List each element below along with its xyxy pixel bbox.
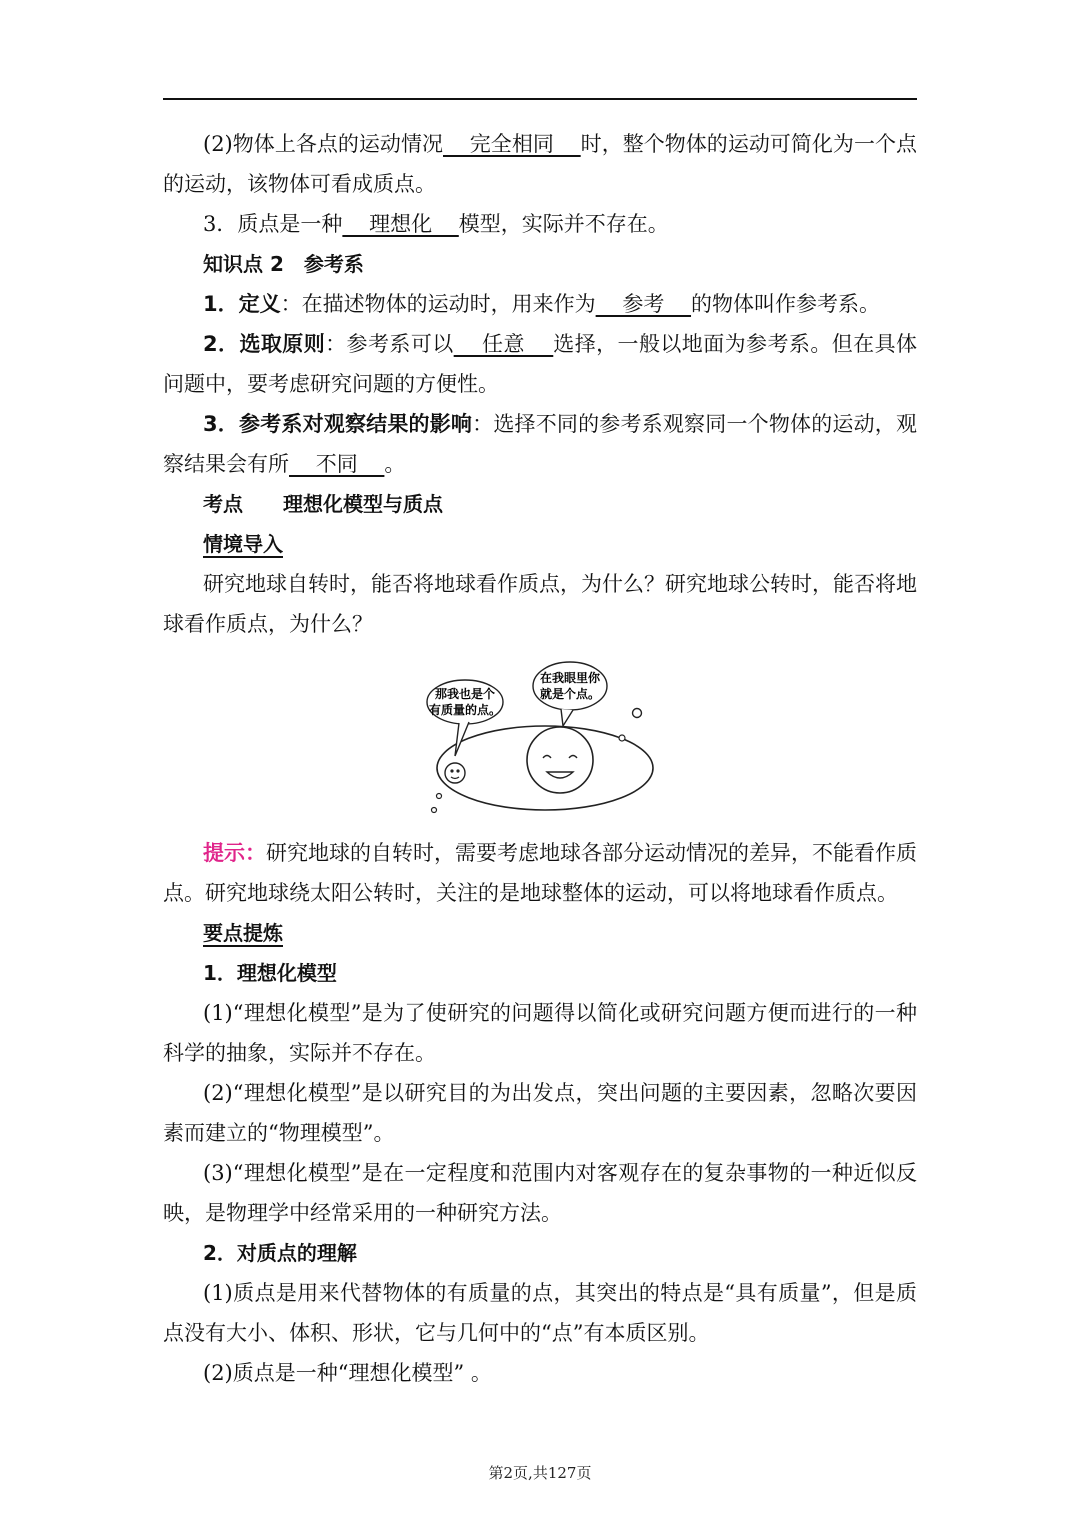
hint-paragraph [163,833,917,913]
answer-blank: 完全相同 [443,132,581,156]
speech-bubble-right [533,662,607,710]
bubble-right-line-2: 就是个点。 [539,687,601,701]
planet-dot [437,794,442,799]
particle-item: (1)质点是用来代替物体的有质量的点，其突出的特点是“具有质量”，但是质点没有大小、体积、形状，它与几何中的“点”有本质区别。 [163,1281,917,1345]
bubble-left-line-2: 有质量的点。 [428,703,502,717]
planet-dot [619,735,625,741]
earth-sun-illustration [425,658,655,823]
answer-blank: 任意 [453,332,554,356]
page-number-footer: 第2页,共127页 [488,1464,592,1482]
particle-understanding-heading: 2．对质点的理解 [203,1241,357,1265]
ideal-model-heading: 1．理想化模型 [203,961,337,985]
paragraph-selection-rule [163,324,917,404]
text-segment: 模型，实际并不存在。 [458,212,669,236]
model-item: (3)“理想化模型”是在一定程度和范围内对客观存在的复杂事物的一种近似反映，是物理学中经常采用的一种研究方法。 [163,1161,917,1225]
answer-blank: 不同 [289,452,385,476]
text-segment: 选择，一般以地面为参考系。但在具体问题中，要考虑研究问题的方便性。 [163,332,918,396]
key-points-heading-text: 要点提炼 [203,921,283,945]
paragraph-point-condition [163,124,917,204]
answer-blank: 参考 [595,292,692,316]
term-label: 2．选取原则 [203,332,326,356]
text-segment: 的物体叫作参考系。 [691,292,881,316]
paragraph-definition [163,284,917,324]
text-segment: 3．质点是一种 [203,212,343,236]
exam-point-heading: 考点 理想化模型与质点 [203,492,443,516]
scenario-heading-text: 情境导入 [203,532,283,556]
text-segment: ：参考系可以 [325,332,454,356]
bubble-left-line-1: 那我也是个 [434,687,496,701]
text-segment: 。 [384,452,406,476]
text-segment: ：在描述物体的运动时，用来作为 [280,292,596,316]
paragraph-effect [163,404,917,484]
text-segment: ：选择不同的参考系观察同一个物体的运动，观察结果会有所 [163,412,917,476]
key-points-heading [163,913,917,953]
page-content [163,124,917,1393]
model-item: (1)“理想化模型”是为了使研究的问题得以简化或研究问题方便而进行的一种科学的抽象，实际并不存在。 [163,1001,917,1065]
header-rule [163,98,917,100]
knowledge-point-heading: 知识点 2 参考系 [203,252,364,276]
scenario-question: 研究地球自转时，能否将地球看作质点，为什么？研究地球公转时，能否将地球看作质点，为什么？ [163,572,917,636]
scenario-heading [163,524,917,564]
earth-character [445,763,465,783]
bubble-right-line-1: 在我眼里你 [539,671,601,685]
term-label: 3．参考系对观察结果的影响 [203,412,473,436]
hint-text: 研究地球的自转时，需要考虑地球各部分运动情况的差异，不能看作质点。研究地球绕太阳公转时，关注的是地球整体的运动，可以将地球看作质点。 [163,841,917,905]
hint-label: 提示： [203,841,266,865]
text-segment: (2)物体上各点的运动情况 [203,132,443,156]
model-item: (2)“理想化模型”是以研究目的为出发点，突出问题的主要因素，忽略次要因素而建立的“物理模型”。 [163,1081,917,1145]
term-label: 1．定义 [203,292,281,316]
planet-dot [432,808,437,813]
paragraph-ideal-model [163,204,917,244]
planet-dot [633,709,642,718]
text-segment: 时，整个物体的运动可简化为一个点的运动，该物体可看成质点。 [163,132,918,196]
answer-blank: 理想化 [342,212,459,236]
sun-character [527,727,593,793]
particle-item: (2)质点是一种“理想化模型” 。 [203,1361,492,1385]
